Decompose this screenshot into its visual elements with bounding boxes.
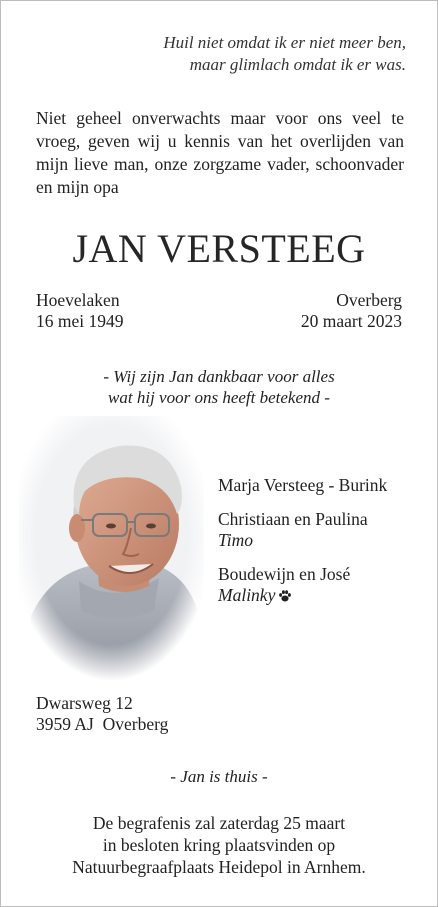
paw-print-icon (278, 589, 292, 603)
quote-line-1: Huil niet omdat ik er niet meer ben, (163, 33, 406, 52)
birth-place: Hoevelaken (36, 290, 120, 310)
death-date: 20 maart 2023 (300, 311, 402, 331)
home-address (36, 693, 168, 735)
birth-info (36, 290, 124, 332)
gratitude-line-1: - Wij zijn Jan dankbaar voor alles (103, 367, 335, 386)
funeral-line-1: De begrafenis zal zaterdag 25 maart (92, 813, 346, 833)
announcement-text: Niet geheel onverwachts maar voor ons veel te vroeg, geven wij u kennis van het overlijden van mijn lieve man, onze zorgzame vader, schoonvader en mijn opa (36, 108, 404, 197)
funeral-line-2: in besloten kring plaatsvinden op (102, 835, 336, 855)
grandchild-1: Timo (218, 530, 254, 550)
funeral-details (1, 812, 437, 878)
funeral-line-3: Natuurbegraafplaats Heidepol in Arnhem. (72, 857, 366, 877)
gratitude-line-2: wat hij voor ons heeft betekend - (108, 388, 330, 407)
family-list (218, 475, 387, 606)
opening-quote (1, 32, 406, 76)
address-street: Dwarsweg 12 (36, 693, 133, 713)
home-note: - Jan is thuis - (170, 767, 268, 786)
gratitude-quote (1, 366, 437, 408)
child-couple-2: Boudewijn en José (218, 564, 351, 584)
portrait-photo (19, 416, 204, 681)
child-couple-1: Christiaan en Paulina (218, 509, 368, 529)
grandchild-2: Malinky (218, 585, 276, 605)
birth-date: 16 mei 1949 (36, 311, 124, 331)
death-place: Overberg (336, 290, 402, 310)
spouse-name: Marja Versteeg - Burink (218, 475, 388, 495)
deceased-name: JAN VERSTEEG (72, 226, 366, 271)
grandchild-2-row (218, 585, 387, 606)
address-city: 3959 AJ Overberg (36, 714, 169, 734)
quote-line-2: maar glimlach omdat ik er was. (189, 55, 406, 74)
death-info (301, 290, 402, 332)
